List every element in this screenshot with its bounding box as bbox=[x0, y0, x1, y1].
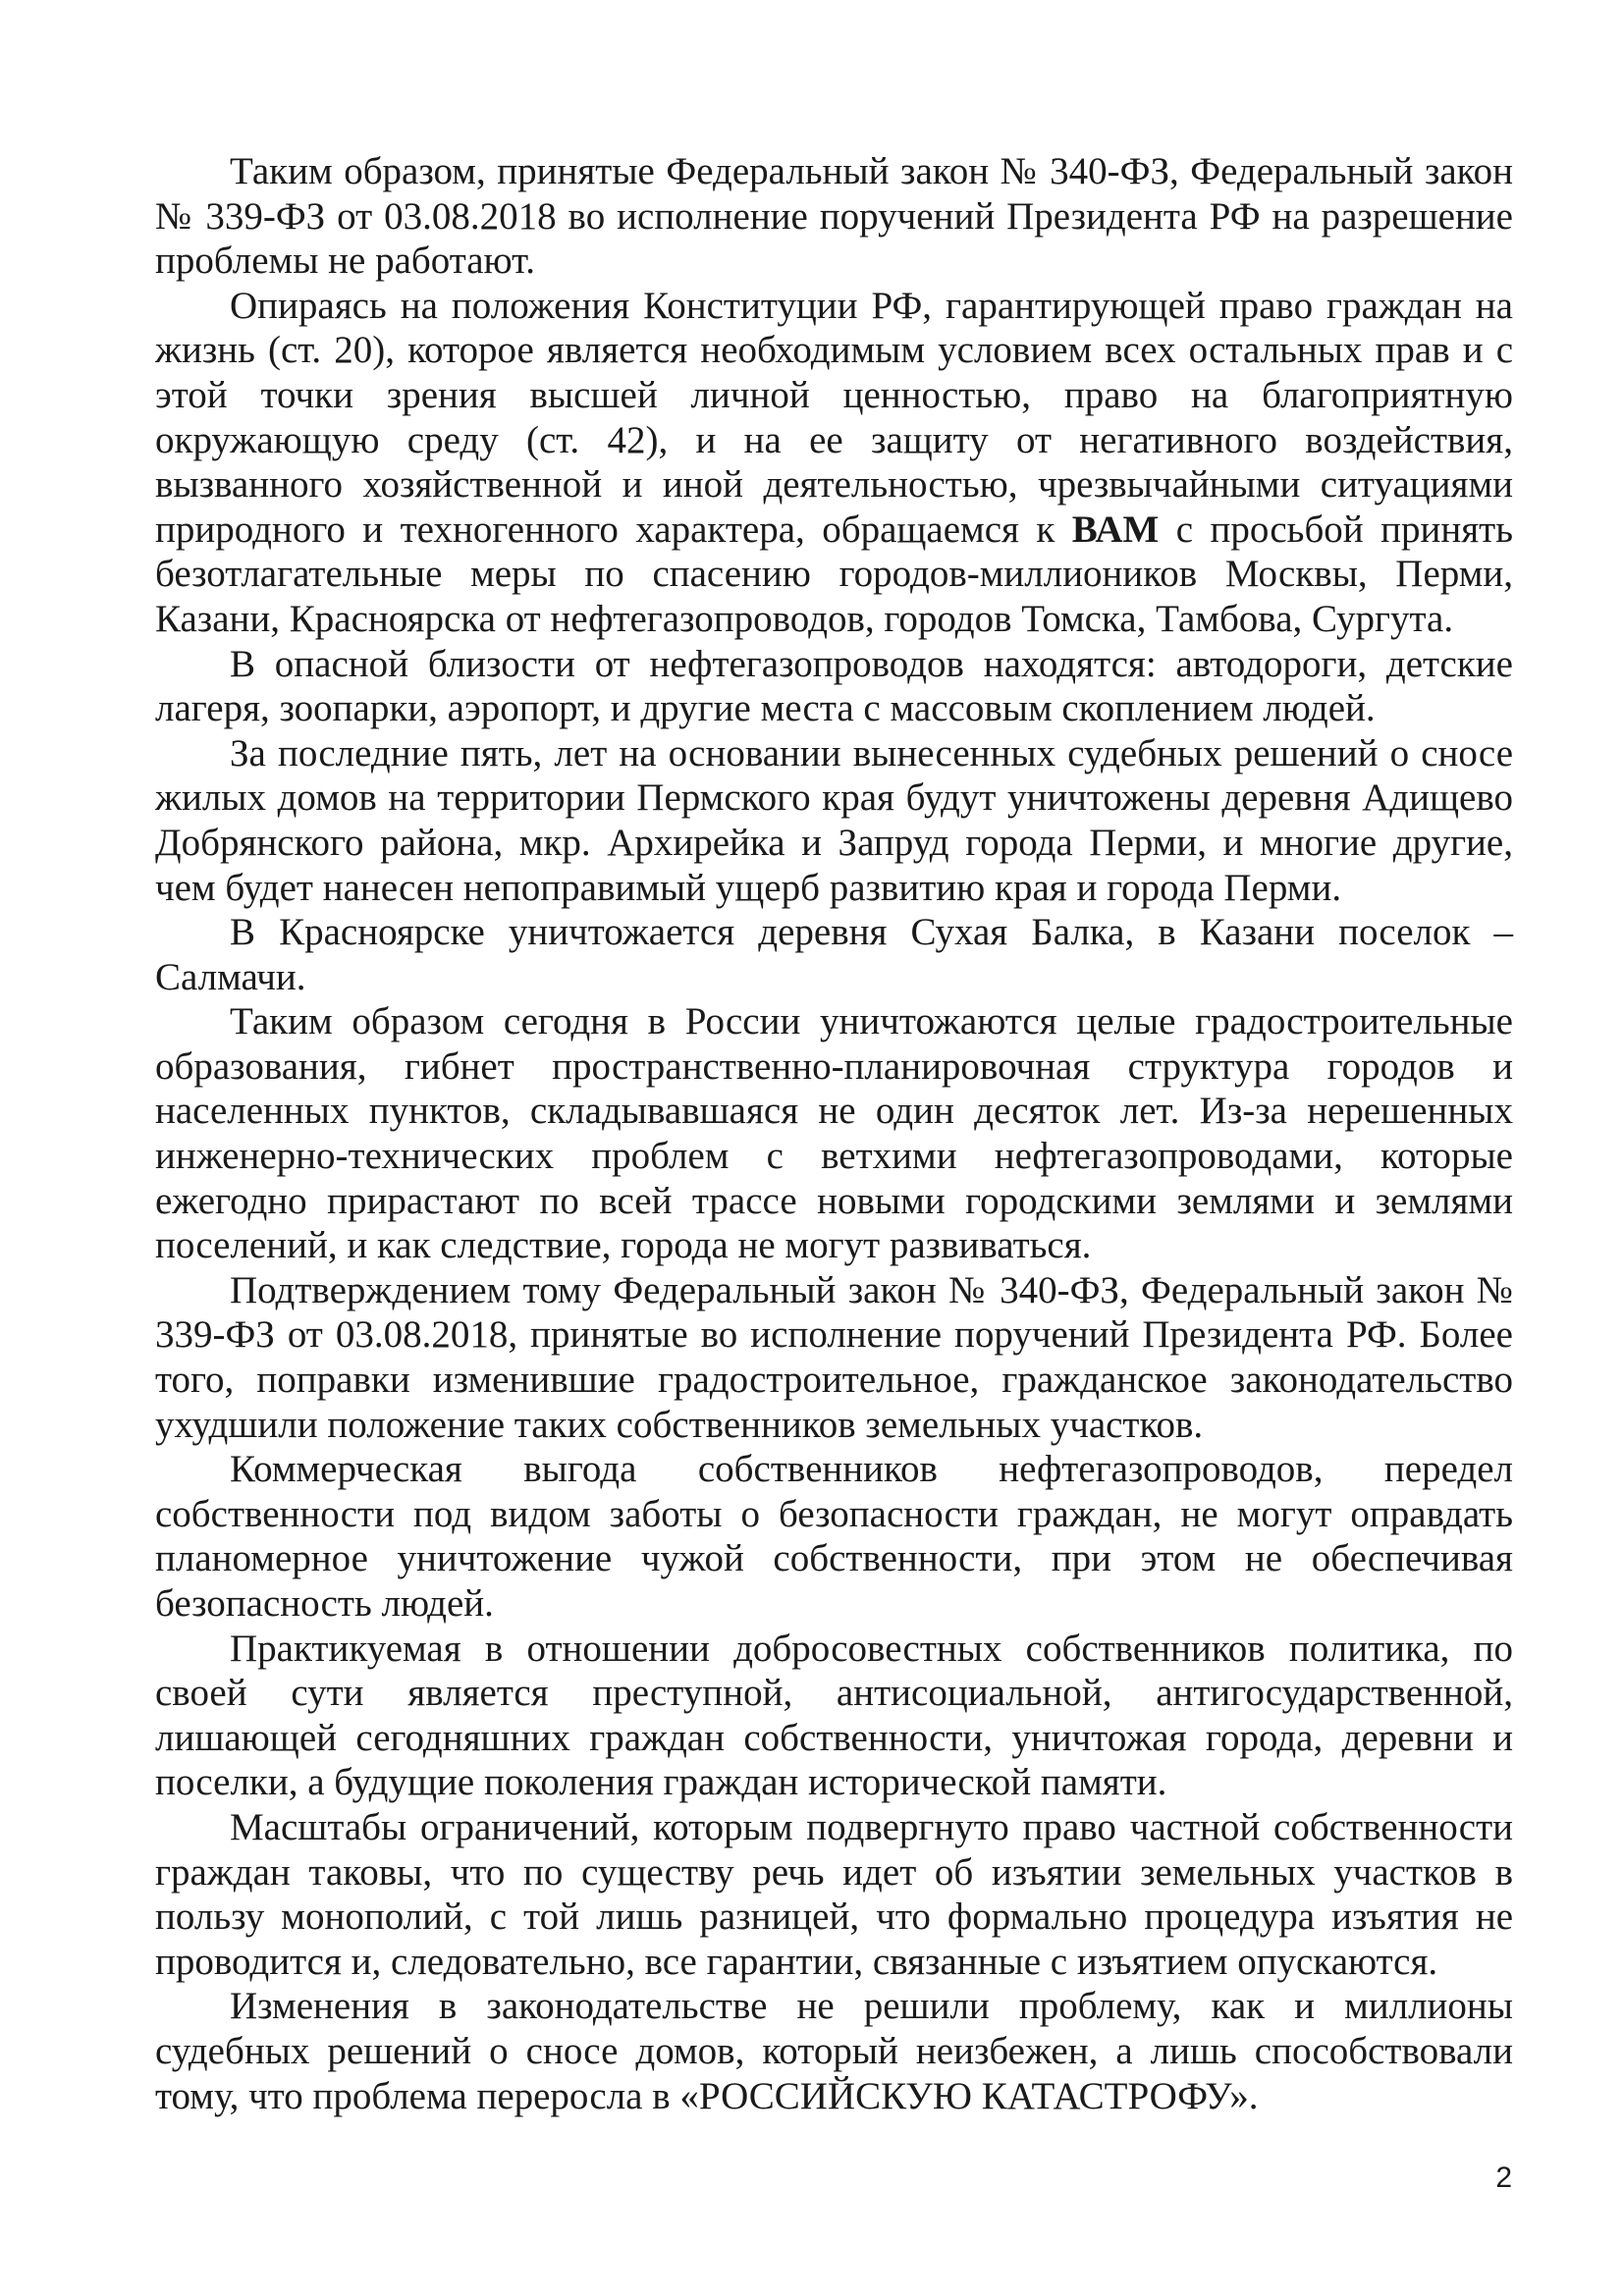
paragraph-3: В опасной близости от нефтегазопроводов находятся: автодороги, детские лагеря, зоопарки, аэропорт, и другие места с массовым скоплением людей. bbox=[155, 642, 1513, 730]
paragraph-6: Таким образом сегодня в России уничтожаются целые градостроительные образования, гибнет пространственно-планировочная структура городов и населенных пунктов, складывавшаяся не один десяток лет. Из-за нерешенных инженерно-технических проблем с ветхими нефтегазопроводами, которые ежегодно прирастают по всей трассе новыми городскими землями и землями поселений, и как следствие, города не могут развиваться. bbox=[155, 1000, 1513, 1267]
paragraph-4: За последние пять, лет на основании вынесенных судебных решений о сносе жилых домов на территории Пермского края будут уничтожены деревня Адищево Добрянского района, мкр. Архирейка и Запруд города Перми, и многие другие, чем будет нанесен непоправимый ущерб развитию края и города Перми. bbox=[155, 731, 1513, 909]
paragraph-2 bbox=[155, 284, 1513, 642]
paragraph-5: В Красноярске уничтожается деревня Сухая Балка, в Казани поселок – Салмачи. bbox=[155, 911, 1513, 998]
paragraph-11: Изменения в законодательстве не решили проблему, как и миллионы судебных решений о сносе домов, который неизбежен, а лишь способствовали тому, что проблема переросла в «РОССИЙСКУЮ КАТАСТРОФУ». bbox=[155, 1985, 1513, 2117]
paragraph-8: Коммерческая выгода собственников нефтегазопроводов, передел собственности под видом заботы о безопасности граждан, не могут оправдать планомерное уничтожение чужой собственности, при этом не обеспечивая безопасность людей. bbox=[155, 1448, 1513, 1625]
paragraph-1: Таким образом, принятые Федеральный закон № 340-ФЗ, Федеральный закон № 339-ФЗ от 03.08.2018 во исполнение поручений Президента РФ на разрешение проблемы не работают. bbox=[155, 150, 1513, 283]
paragraph-2-text-after: с просьбой принять безотлагательные меры по спасению городов-миллиоников Москвы, Перми, Казани, Красноярска от нефтегазопроводов, городов Томска, Тамбова, Сургута. bbox=[155, 507, 1514, 640]
paragraph-9: Практикуемая в отношении добросовестных собственников политика, по своей сути является преступной, антисоциальной, антигосударственной, лишающей сегодняшних граждан собственности, уничтожая города, деревни и поселки, а будущие поколения граждан исторической памяти. bbox=[155, 1627, 1513, 1804]
page-number: 2 bbox=[1495, 2162, 1512, 2194]
paragraph-2-bold-word: ВАМ bbox=[1071, 507, 1160, 551]
body-text bbox=[155, 149, 1513, 2118]
paragraph-2-text-before: Опираясь на положения Конституции РФ, гарантирующей право граждан на жизнь (ст. 20), которое является необходимым условием всех остальных прав и с этой точки зрения высшей личной ценностью, право на благоприятную окружающую среду (ст. 42), и на ее защиту от негативного воздействия, вызванного хозяйственной и иной деятельностью, чрезвычайными ситуациями природного и техногенного характера, обращаемся к bbox=[155, 284, 1513, 551]
paragraph-10: Масштабы ограничений, которым подвергнуто право частной собственности граждан таковы, что по существу речь идет об изъятии земельных участков в пользу монополий, с той лишь разницей, что формально процедура изъятия не проводится и, следовательно, все гарантии, связанные с изъятием опускаются. bbox=[155, 1805, 1513, 1983]
paragraph-7: Подтверждением тому Федеральный закон № 340-ФЗ, Федеральный закон № 339-ФЗ от 03.08.2018, принятые во исполнение поручений Президента РФ. Более того, поправки изменившие градостроительное, гражданское законодательство ухудшили положение таких собственников земельных участков. bbox=[155, 1268, 1513, 1446]
